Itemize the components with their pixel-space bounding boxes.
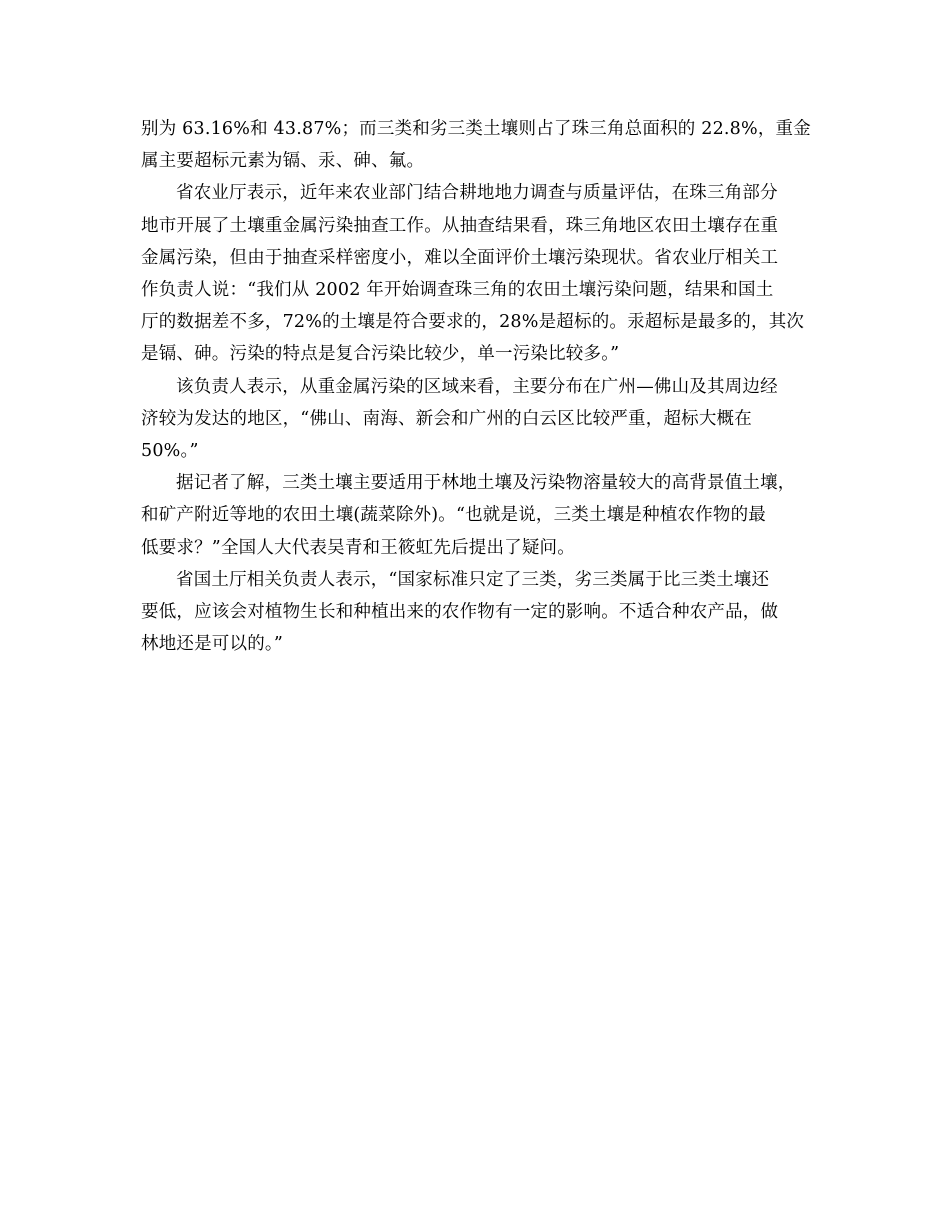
paragraph-line: 省国土厅相关负责人表示，“国家标准只定了三类，劣三类属于比三类土壤还 [176, 569, 770, 590]
paragraph-line: 作负责人说：“我们从 2002 年开始调查珠三角的农田土壤污染问题，结果和国土 [141, 280, 774, 301]
paragraph-line: 要低，应该会对植物生长和种植出来的农作物有一定的影响。不适合种农产品，做 [141, 602, 779, 623]
paragraph-line: 济较为发达的地区，“佛山、南海、新会和广州的白云区比较严重，超标大概在 [141, 408, 752, 429]
paragraph-1 [141, 113, 813, 177]
paragraph-line: 厅的数据差不多，72%的土壤是符合要求的，28%是超标的。汞超标是最多的，其次 [141, 312, 805, 333]
paragraph-4 [141, 467, 813, 564]
paragraph-line: 该负责人表示，从重金属污染的区域来看，主要分布在广州—佛山及其周边经 [176, 376, 778, 397]
paragraph-line: 和矿产附近等地的农田土壤(蔬菜除外)。“也就是说，三类土壤是种植农作物的最 [141, 505, 766, 526]
paragraph-line: 属主要超标元素为镉、汞、砷、氟。 [141, 151, 425, 172]
paragraph-line: 据记者了解，三类土壤主要适用于林地土壤及污染物溶量较大的高背景值土壤， [176, 473, 796, 494]
paragraph-line: 林地还是可以的。” [141, 634, 283, 655]
paragraph-line: 地市开展了土壤重金属污染抽查工作。从抽查结果看，珠三角地区农田土壤存在重 [141, 215, 779, 236]
paragraph-2 [141, 177, 813, 370]
paragraph-5 [141, 564, 813, 661]
paragraph-line: 别为 63.16%和 43.87%；而三类和劣三类土壤则占了珠三角总面积的 22.8%，重金 [141, 119, 811, 139]
paragraph-line: 省农业厅表示，近年来农业部门结合耕地地力调查与质量评估，在珠三角部分 [176, 183, 778, 204]
paragraph-line: 是镉、砷。污染的特点是复合污染比较少，单一污染比较多。” [141, 344, 620, 365]
paragraph-line: 50%。” [141, 441, 199, 462]
paragraph-line: 金属污染，但由于抽查采样密度小，难以全面评价土壤污染现状。省农业厅相关工 [141, 247, 779, 268]
paragraph-line: 低要求？”全国人大代表吴青和王筱虹先后提出了疑问。 [141, 537, 575, 558]
paragraph-3 [141, 371, 813, 468]
document-body [141, 113, 813, 660]
